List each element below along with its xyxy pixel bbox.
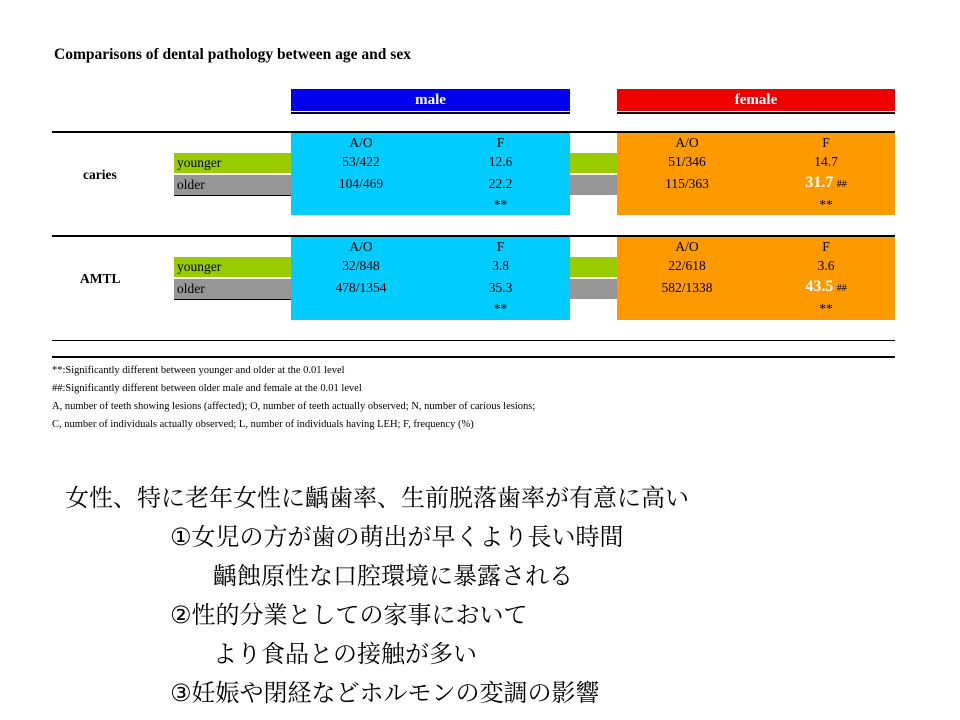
column-header-ao: A/O bbox=[675, 239, 699, 254]
significance-mark: ** bbox=[819, 301, 833, 316]
column-header-ao: A/O bbox=[349, 135, 373, 150]
row-label-older: older bbox=[177, 177, 205, 192]
column-header-ao: A/O bbox=[349, 239, 373, 254]
summary-line: 女性、特に老年女性に齲歯率、生前脱落歯率が有意に高い bbox=[65, 484, 689, 512]
female-f-highlight-cell bbox=[757, 277, 895, 299]
female-header: female bbox=[617, 89, 895, 111]
group-label-caries: caries bbox=[83, 167, 117, 182]
reason-line: ②性的分業としての家事において bbox=[170, 601, 528, 629]
row-divider bbox=[174, 195, 291, 196]
male-ao-cell: 53/422 bbox=[342, 154, 380, 169]
male-f-cell: 3.8 bbox=[492, 258, 509, 273]
male-header: male bbox=[291, 89, 570, 111]
female-ao-cell: 115/363 bbox=[665, 176, 709, 191]
younger-band-gap bbox=[570, 153, 617, 173]
column-header-f: F bbox=[496, 135, 505, 150]
table-bottom-rule bbox=[52, 356, 895, 358]
group-label-amtl: AMTL bbox=[80, 271, 121, 286]
reason-line: より食品との接触が多い bbox=[213, 640, 477, 668]
younger-band-gap bbox=[570, 257, 617, 277]
older-band-gap bbox=[570, 175, 617, 195]
column-header-ao: A/O bbox=[675, 135, 699, 150]
sex-difference-mark: ## bbox=[836, 283, 847, 294]
male-f-cell: 12.6 bbox=[488, 154, 513, 169]
row-label-younger: younger bbox=[177, 155, 222, 170]
female-ao-cell: 22/618 bbox=[668, 258, 706, 273]
row-label-older: older bbox=[177, 281, 205, 296]
row-label-younger: younger bbox=[177, 259, 222, 274]
male-header-underline bbox=[291, 112, 570, 114]
male-ao-cell: 32/848 bbox=[342, 258, 380, 273]
footnote: C, number of individuals actually observed; L, number of individuals having LEH; F, frequency (%) bbox=[52, 419, 474, 430]
female-header-underline bbox=[617, 112, 895, 114]
footnote: **:Significantly different between younger and older at the 0.01 level bbox=[52, 365, 345, 376]
column-header-f: F bbox=[822, 135, 830, 150]
column-header-f: F bbox=[496, 239, 505, 254]
male-ao-cell: 478/1354 bbox=[335, 280, 387, 295]
female-f-highlight-cell bbox=[757, 173, 895, 195]
reason-line: ③妊娠や閉経などホルモンの変調の影響 bbox=[170, 679, 600, 707]
footnote: ##:Significantly different between older male and female at the 0.01 level bbox=[52, 383, 362, 394]
footnote: A, number of teeth showing lesions (affected); O, number of teeth actually observed; N, number of carious lesions; bbox=[52, 401, 536, 412]
male-f-cell: 22.2 bbox=[488, 176, 513, 191]
significance-mark: ** bbox=[493, 301, 508, 316]
reason-line: ①女児の方が歯の萌出が早くより長い時間 bbox=[170, 523, 624, 551]
reason-line: 齲蝕原性な口腔環境に暴露される bbox=[213, 562, 573, 590]
male-f-cell: 35.3 bbox=[488, 280, 513, 295]
column-header-f: F bbox=[822, 239, 830, 254]
row-divider bbox=[174, 299, 291, 300]
table-rule bbox=[52, 340, 895, 341]
female-f-highlight-value: 31.7 bbox=[805, 174, 834, 191]
sex-difference-mark: ## bbox=[836, 179, 847, 190]
female-ao-cell: 582/1338 bbox=[661, 280, 713, 295]
older-band-gap bbox=[570, 279, 617, 299]
significance-mark: ** bbox=[493, 197, 508, 212]
female-ao-cell: 51/346 bbox=[668, 154, 706, 169]
significance-mark: ** bbox=[819, 197, 833, 212]
female-f-cell: 14.7 bbox=[814, 154, 838, 169]
male-ao-cell: 104/469 bbox=[338, 176, 384, 191]
female-f-highlight-value: 43.5 bbox=[805, 278, 834, 295]
female-f-cell: 3.6 bbox=[817, 258, 835, 273]
table-title: Comparisons of dental pathology between age and sex bbox=[54, 46, 411, 63]
